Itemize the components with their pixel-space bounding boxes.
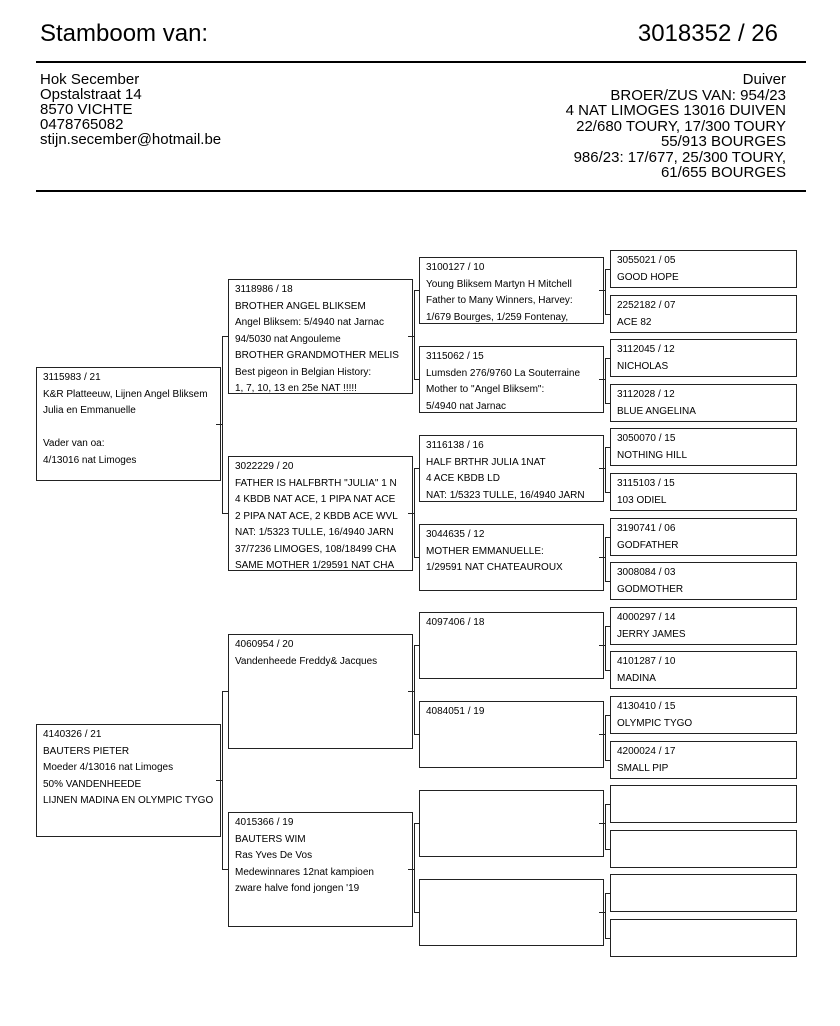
great-great-grandparent-box[interactable] [610,696,797,734]
great-great-grandparent-box[interactable] [610,607,797,645]
pigeon-note: K&R Platteeuw, Lijnen Angel Bliksem [43,388,208,400]
ring-number: 3100127 / 10 [426,262,485,273]
connector-line [414,734,420,735]
pigeon-note: 94/5030 nat Angouleme [235,333,341,345]
great-great-grandparent-box[interactable] [610,250,797,288]
connector-line [605,626,606,670]
sire-box[interactable] [36,367,221,481]
connector-line [599,468,605,469]
pigeon-note: BROTHER GRANDMOTHER MELIS [235,350,399,361]
great-great-grandparent-box[interactable] [610,473,797,511]
connector-line [605,269,611,270]
pigeon-note: zware halve fond jongen '19 [235,883,360,894]
great-great-grandparent-box[interactable] [610,339,797,377]
ring-number: 4101287 / 10 [617,656,676,667]
connector-line [222,869,228,870]
pigeon-note: 1, 7, 10, 13 en 25e NAT !!!!! [235,383,357,394]
great-grandparent-box[interactable] [419,524,604,591]
connector-line [599,734,605,735]
connector-line [605,715,611,716]
connector-line [605,893,606,938]
great-grandparent-box[interactable] [419,435,604,502]
connector-line [222,336,223,513]
connector-line [414,468,420,469]
pigeon-note: 4/13016 nat Limoges [43,454,137,466]
pigeon-note: 5/4940 nat Jarnac [426,400,507,412]
great-great-grandparent-box[interactable] [610,830,797,868]
pigeon-note: GODMOTHER [617,583,684,595]
connector-line [222,336,228,337]
subject-sex: Duiver [742,71,786,88]
ring-number: 3112028 / 12 [617,389,675,400]
connector-line [414,290,420,291]
ring-number: 4130410 / 15 [617,701,676,712]
connector-line [408,513,414,514]
pigeon-note: MADINA [617,672,656,684]
pigeon-note: Mother to "Angel Bliksem": [426,384,545,395]
connector-line [216,780,222,781]
connector-line [222,691,228,692]
ring-number: 3115103 / 15 [617,478,675,489]
info-divider [36,190,806,192]
connector-line [414,823,420,824]
great-grandparent-box[interactable] [419,346,604,413]
pigeon-note: 1/679 Bourges, 1/259 Fontenay, [426,311,569,323]
connector-line [605,804,606,849]
connector-line [414,645,415,734]
ring-number: 4060954 / 20 [235,639,294,650]
connector-line [414,290,415,379]
great-great-grandparent-box[interactable] [610,562,797,600]
ring-number: 3044635 / 12 [426,529,485,540]
connector-line [605,537,606,581]
connector-line [408,691,414,692]
ring-number: 3115983 / 21 [43,372,101,383]
connector-line [605,670,611,671]
great-grandparent-box[interactable] [419,612,604,679]
ring-number: 2252182 / 07 [617,300,676,311]
ring-number: 3050070 / 15 [617,433,676,444]
connector-line [605,938,611,939]
connector-line [605,715,606,760]
connector-line [605,447,606,492]
pigeon-note: JERRY JAMES [617,628,686,640]
pigeon-note: FATHER IS HALFBRTH "JULIA" 1 N [235,477,397,489]
pigeon-note: Julia en Emmanuelle [43,405,136,416]
connector-line [599,379,605,380]
grandparent-box[interactable] [228,812,413,927]
header-divider [36,61,806,63]
pigeon-note: Moeder 4/13016 nat Limoges [43,762,174,773]
owner-name: Hok Secember [40,71,140,88]
owner-phone: 0478765082 [40,116,124,133]
connector-line [605,314,611,315]
connector-line [599,912,605,913]
pigeon-note: 1/29591 NAT CHATEAUROUX [426,562,563,573]
pigeon-note: HALF BRTHR JULIA 1NAT [426,456,546,468]
pigeon-note: LIJNEN MADINA EN OLYMPIC TYGO [43,795,214,806]
connector-line [605,537,611,538]
ring-number: 3008084 / 03 [617,567,676,578]
connector-line [599,290,605,291]
great-great-grandparent-box[interactable] [610,428,797,466]
owner-city: 8570 VICHTE [40,101,133,118]
pigeon-note [43,420,220,437]
pigeon-note: Ras Yves De Vos [235,850,313,861]
great-grandparent-box[interactable] [419,701,604,768]
page-title: Stamboom van: [40,20,209,47]
connector-line [605,358,606,403]
great-great-grandparent-box[interactable] [610,518,797,556]
ring-number: 4097406 / 18 [426,617,485,628]
ring-number: 4000297 / 14 [617,612,676,623]
great-grandparent-box[interactable] [419,790,604,857]
pigeon-note: NAT: 1/5323 TULLE, 16/4940 JARN [426,489,585,501]
ring-number: 4140326 / 21 [43,729,102,740]
ring-number: 3118986 / 18 [235,284,293,295]
connector-line [414,823,415,912]
ring-number: 3190741 / 06 [617,523,676,534]
great-great-grandparent-box[interactable] [610,874,797,912]
great-great-grandparent-box[interactable] [610,384,797,422]
ring-number: 3116138 / 16 [426,440,484,451]
connector-line [222,513,228,514]
pigeon-note: SMALL PIP [617,762,669,774]
pigeon-note: GODFATHER [617,539,679,551]
connector-line [414,557,420,558]
connector-line [599,823,605,824]
subject-note: BROER/ZUS VAN: 954/23 [610,86,786,104]
subject-note: 61/655 BOURGES [660,164,786,181]
great-grandparent-box[interactable] [419,879,604,946]
connector-line [414,645,420,646]
owner-info [40,72,221,147]
pigeon-note: Father to Many Winners, Harvey: [426,295,573,306]
pigeon-note: OLYMPIC TYGO [617,717,693,729]
pigeon-note: SAME MOTHER 1/29591 NAT CHA [235,560,395,571]
pigeon-note: BAUTERS PIETER [43,745,130,757]
great-great-grandparent-box[interactable] [610,919,797,957]
ring-number: 3055021 / 05 [617,255,676,266]
connector-line [605,581,611,582]
pigeon-note: 103 ODIEL [617,494,667,506]
connector-line [605,849,611,850]
pigeon-note: BROTHER ANGEL BLIKSEM [235,300,366,312]
connector-line [408,869,414,870]
great-great-grandparent-box[interactable] [610,651,797,689]
pigeon-note: Best pigeon in Belgian History: [235,366,372,378]
pigeon-note: 37/7236 LIMOGES, 108/18499 CHA [235,543,397,555]
ring-number: 3112045 / 12 [617,344,675,355]
pigeon-note: Angel Bliksem: 5/4940 nat Jarnac [235,317,384,328]
subject-note: 986/23: 17/677, 25/300 TOURY, [573,148,786,166]
ring-number: 3022229 / 20 [235,461,294,472]
pigeon-note: BAUTERS WIM [235,833,306,845]
pigeon-note: 50% VANDENHEEDE [43,778,142,790]
pigeon-note: Vader van oa: [43,438,105,449]
ring-number: 4200024 / 17 [617,746,676,757]
ring-number: 4084051 / 19 [426,706,485,717]
subject-note: 4 NAT LIMOGES 13016 DUIVEN [565,102,786,119]
connector-line [599,557,605,558]
subject-note: 55/913 BOURGES [660,133,786,150]
pigeon-note: NICHOLAS [617,360,669,372]
grandparent-box[interactable] [228,279,413,394]
great-great-grandparent-box[interactable] [610,741,797,779]
pigeon-note: GOOD HOPE [617,271,679,283]
pigeon-note: 4 KBDB NAT ACE, 1 PIPA NAT ACE [235,494,396,505]
great-great-grandparent-box[interactable] [610,785,797,823]
connector-line [414,379,420,380]
connector-line [605,760,611,761]
connector-line [605,447,611,448]
connector-line [216,424,222,425]
connector-line [605,403,611,404]
subject-note: 22/680 TOURY, 17/300 TOURY [576,117,786,135]
connector-line [599,645,605,646]
connector-line [605,492,611,493]
connector-line [408,336,414,337]
great-grandparent-box[interactable] [419,257,604,324]
owner-street: Opstalstraat 14 [40,86,142,103]
pigeon-note: Medewinnares 12nat kampioen [235,866,374,878]
pigeon-note: 2 PIPA NAT ACE, 2 KBDB ACE WVL [235,510,398,522]
grandparent-box[interactable] [228,456,413,571]
great-great-grandparent-box[interactable] [610,295,797,333]
grandparent-box[interactable] [228,634,413,749]
ring-number: 3115062 / 15 [426,351,484,362]
connector-line [414,912,420,913]
subject-info [566,72,786,181]
owner-email: stijn.secember@hotmail.be [40,131,222,148]
connector-line [605,804,611,805]
connector-line [605,893,611,894]
connector-line [605,626,611,627]
ring-number: 4015366 / 19 [235,817,294,828]
pigeon-note: NAT: 1/5323 TULLE, 16/4940 JARN [235,527,394,538]
dam-box[interactable] [36,724,221,837]
connector-line [605,269,606,314]
pigeon-note: NOTHING HILL [617,449,688,461]
pigeon-note: MOTHER EMMANUELLE: [426,545,544,557]
pigeon-note: ACE 82 [617,316,652,328]
pigeon-note: Vandenheede Freddy& Jacques [235,655,378,667]
connector-line [605,358,611,359]
pigeon-note: BLUE ANGELINA [617,405,696,417]
connector-line [222,691,223,869]
pigeon-note: 4 ACE KBDB LD [426,473,500,484]
connector-line [414,468,415,557]
ring-number: 3018352 / 26 [637,20,778,47]
pigeon-note: Lumsden 276/9760 La Souterraine [426,367,581,379]
pigeon-note: Young Bliksem Martyn H Mitchell [426,278,572,290]
